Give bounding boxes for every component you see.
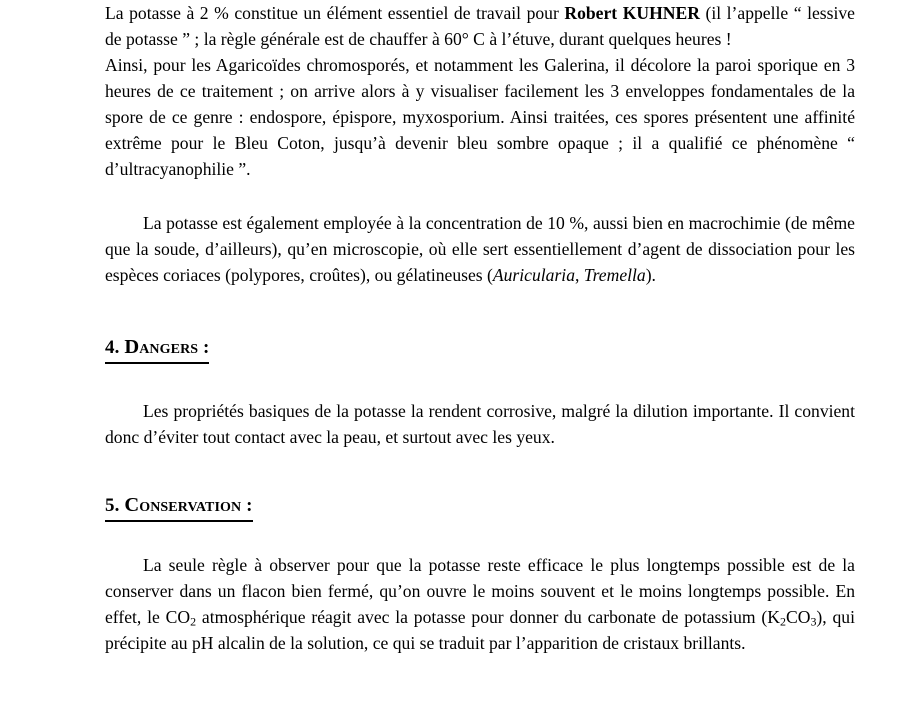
paragraph-potasse-2-percent [105,0,855,52]
section-heading-dangers [105,334,209,364]
heading-colon: : [246,495,253,516]
text-run: La potasse est également employée à la concentration de 10 %, aussi bien en macrochimie (de même que la soude, d’ailleurs), qu’en microscopie, où elle sert essentiellement d’agent de dissociation pour les espèces coriaces (polypores, croûtes), ou gélatineuses ( [105,213,855,285]
section-heading-dangers-block [105,334,855,364]
section-spacer [105,450,855,492]
paragraph-spacer [105,182,855,210]
paragraph-conservation [105,552,855,656]
text-run: ). [645,265,656,285]
species-name-auricularia: Auricularia [492,265,575,285]
heading-number: 4. [105,337,120,358]
text-run: Les propriétés basiques de la potasse la rendent corrosive, malgré la dilution importante. Il convient donc d’éviter tout contact avec la peau, et surtout avec les yeux. [105,401,855,447]
section-heading-conservation [105,492,253,522]
text-run: atmosphérique réagit avec la potasse pour donner du carbonate de potassium (K [196,607,780,627]
formula-subscript-k2: 2 [780,614,786,629]
section-heading-conservation-block [105,492,855,522]
heading-colon: : [203,337,210,358]
paragraph-agaricoides [105,52,855,182]
species-name-tremella: Tremella [583,265,646,285]
heading-spacer [105,522,855,552]
formula-subscript-co3: 3 [810,614,817,629]
text-run: La seule règle à observer pour que la potasse reste efficace le plus longtemps possible est de la conserver dans un flacon bien fermé, qu’on ouvre le moins souvent et le moins longtemps possible. En effet, le CO [105,555,855,627]
text-run: CO [785,607,811,627]
paragraph-dangers [105,398,855,450]
text-run: , [575,265,584,285]
author-name-kuhner: Robert KUHNER [564,3,700,23]
document-page [105,0,855,656]
paragraph-concentration-10-percent [105,210,855,288]
heading-title: Conservation [124,494,242,516]
section-spacer [105,288,855,334]
heading-title: Dangers [124,336,199,358]
text-run: (il l’appelle “ lessive de potasse ” ; la règle générale est de chauffer à 60° C à l’étuve, durant quelques heures ! [105,3,855,49]
heading-number: 5. [105,495,120,516]
formula-subscript-co2: 2 [190,614,197,629]
text-run: ), qui précipite au pH alcalin de la solution, ce qui se traduit par l’apparition de cristaux brillants. [105,607,855,653]
heading-spacer [105,364,855,398]
text-run: Ainsi, pour les Agaricoïdes chromosporés, et notamment les Galerina, il décolore la paroi sporique en 3 heures de ce traitement ; on arrive alors à y visualiser facilement les 3 enveloppes fondamentales de la spore de ce genre : endospore, épispore, myxosporium. Ainsi traitées, ces spores présentent une affinité extrême pour le Bleu Coton, jusqu’à devenir bleu sombre opaque ; il a qualifié ce phénomène “ d’ultracyanophilie ”. [105,55,855,179]
text-run: La potasse à 2 % constitue un élément essentiel de travail pour [105,3,565,23]
